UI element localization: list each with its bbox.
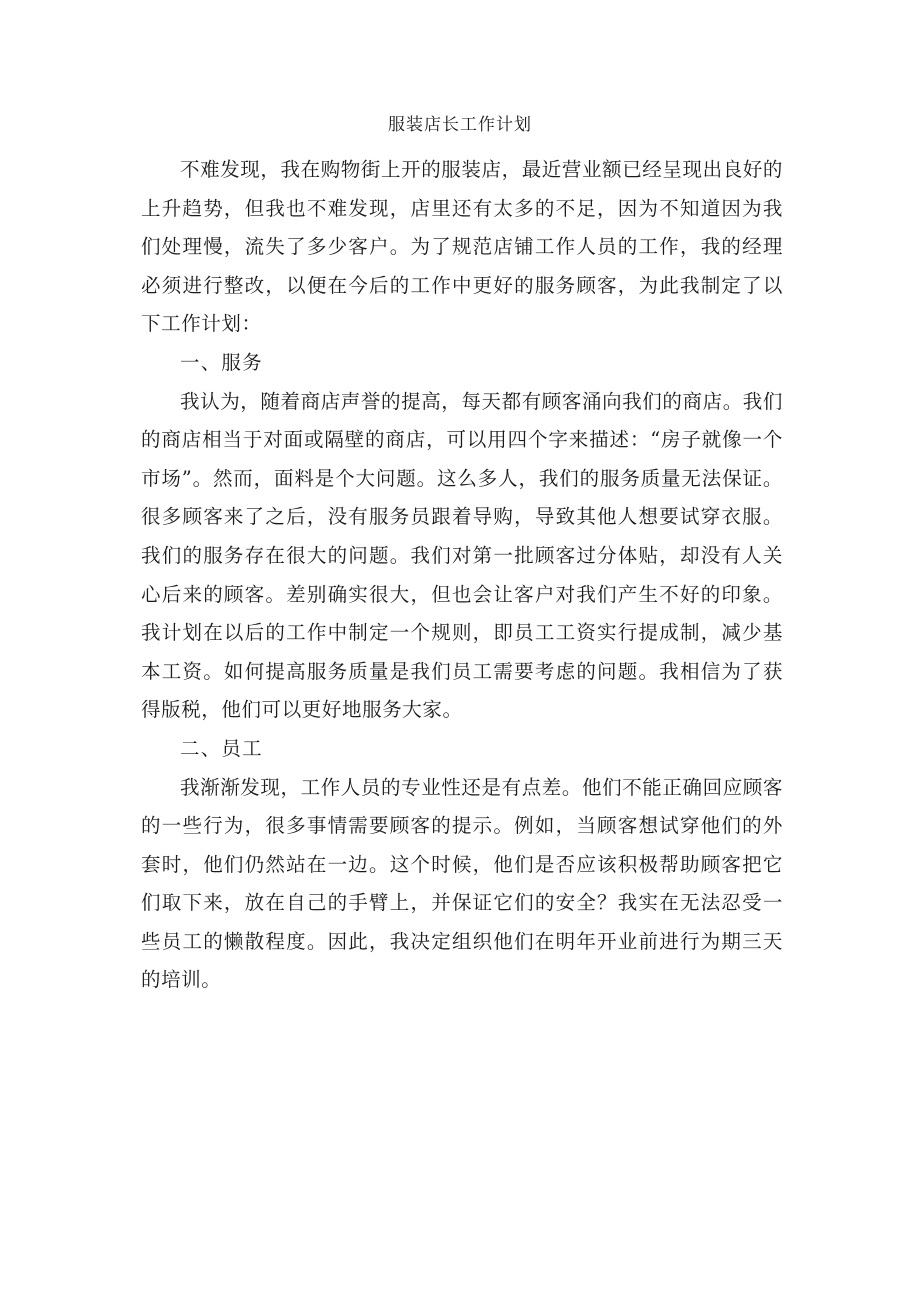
service-paragraph: 我认为，随着商店声誉的提高，每天都有顾客涌向我们的商店。我们的商店相当于对面或隔壁的商店，可以用四个字来描述：“房子就像一个市场”。然而，面料是个大问题。这么多人，我们的服务质量无法保证。很多顾客来了之后，没有服务员跟着导购，导致其他人想要试穿衣服。我们的服务存在很大的问题。我们对第一批顾客过分体贴，却没有人关心后来的顾客。差别确实很大，但也会让客户对我们产生不好的印象。我计划在以后的工作中制定一个规则，即员工工资实行提成制，减少基本工资。如何提高服务质量是我们员工需要考虑的问题。我相信为了获得版税，他们可以更好地服务大家。 — [141, 389, 784, 722]
intro-paragraph: 不难发现，我在购物街上开的服装店，最近营业额已经呈现出良好的上升趋势，但我也不难发现，店里还有太多的不足，因为不知道因为我们处理慢，流失了多少客户。为了规范店铺工作人员的工作，我的经理必须进行整改，以便在今后的工作中更好的服务顾客，为此我制定了以下工作计划： — [141, 158, 784, 336]
document-body — [141, 151, 783, 1000]
document-title: 服装店长工作计划 — [388, 115, 532, 135]
section-heading-staff: 二、员工 — [180, 736, 263, 760]
staff-paragraph: 我渐渐发现，工作人员的专业性还是有点差。他们不能正确回应顾客的一些行为，很多事情需要顾客的提示。例如，当顾客想试穿他们的外套时，他们仍然站在一边。这个时候，他们是否应该积极帮助顾客把它们取下来，放在自己的手臂上，并保证它们的安全？我实在无法忍受一些员工的懒散程度。因此，我决定组织他们在明年开业前进行为期三天的培训。 — [141, 775, 784, 992]
section-heading-service: 一、服务 — [180, 350, 263, 374]
